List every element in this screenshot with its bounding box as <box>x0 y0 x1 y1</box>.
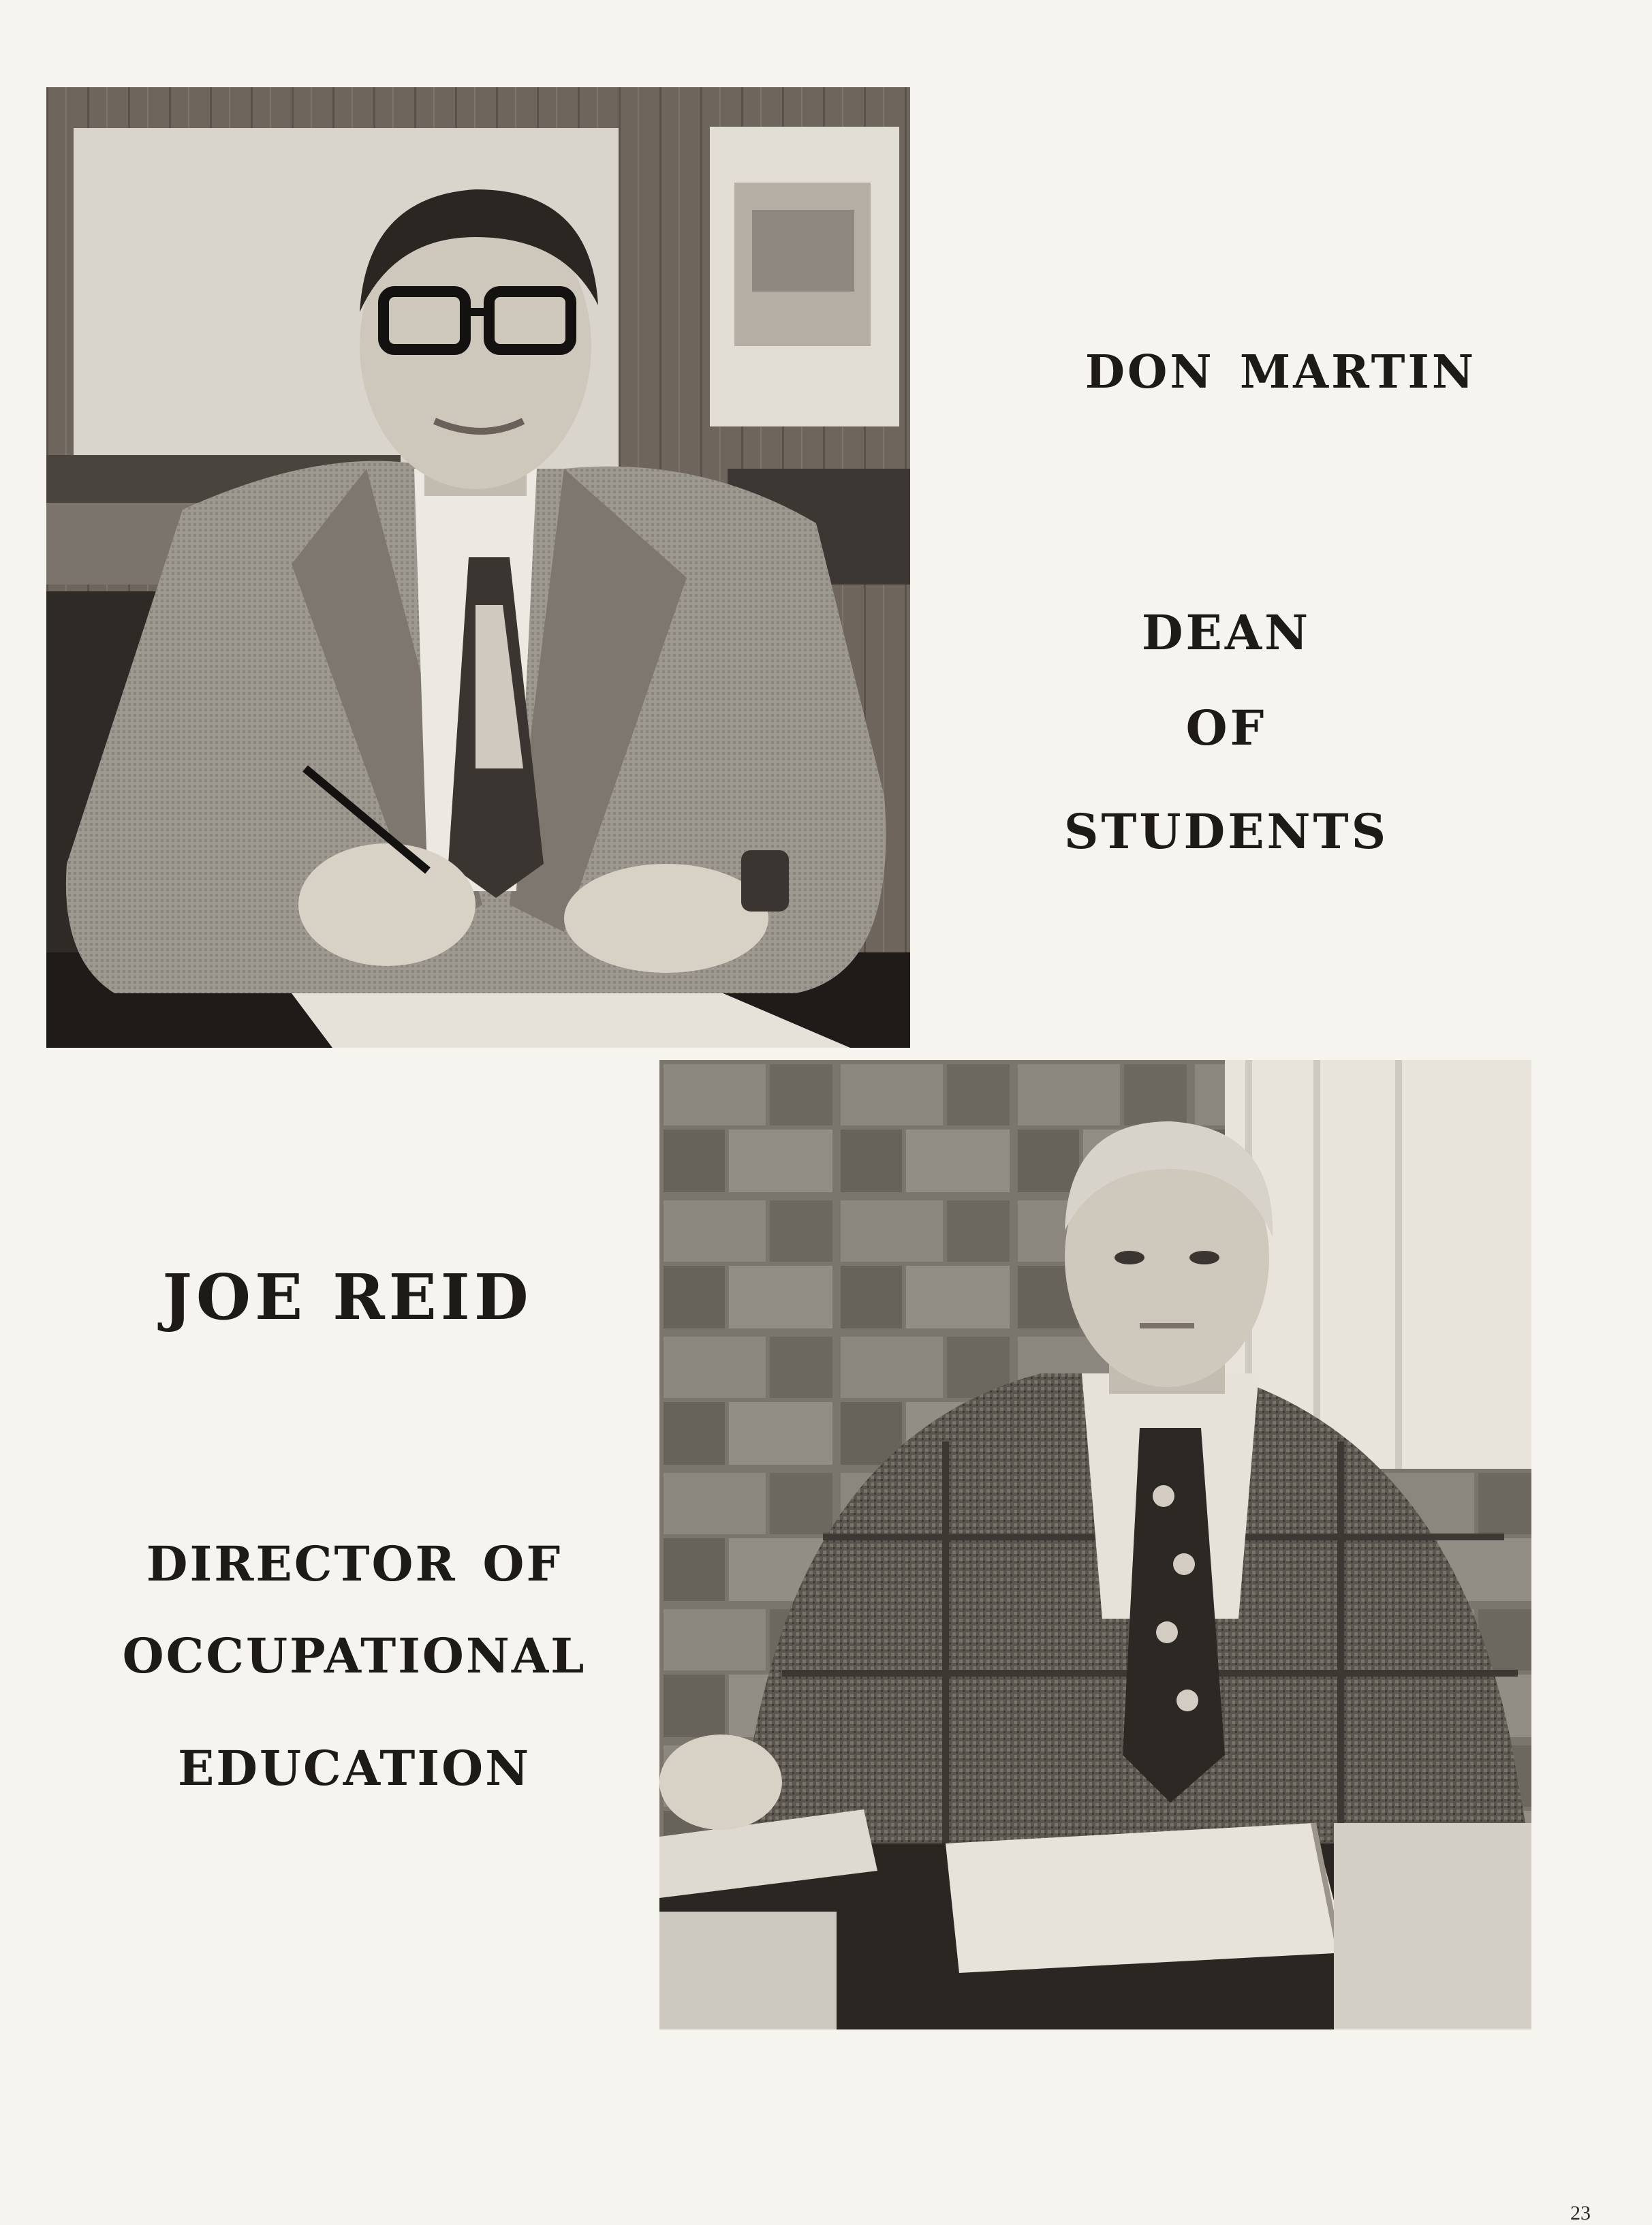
title-line: dean <box>1141 585 1311 666</box>
photo-joe-reid <box>659 1060 1531 2029</box>
name-joe-reid: JOE REID <box>162 1260 533 1334</box>
title-line: students <box>1063 784 1389 865</box>
photo-don-martin <box>46 87 910 1048</box>
portrait-illustration-don-martin <box>46 87 910 1048</box>
title-line: education <box>177 1721 531 1801</box>
page-number: 23 <box>1570 2202 1591 2224</box>
title-line: director of <box>146 1516 563 1597</box>
portrait-illustration-joe-reid <box>659 1060 1531 2029</box>
name-don-martin: don martin <box>1085 326 1477 403</box>
title-line: of <box>1185 681 1267 761</box>
title-line: occupational <box>122 1608 587 1689</box>
